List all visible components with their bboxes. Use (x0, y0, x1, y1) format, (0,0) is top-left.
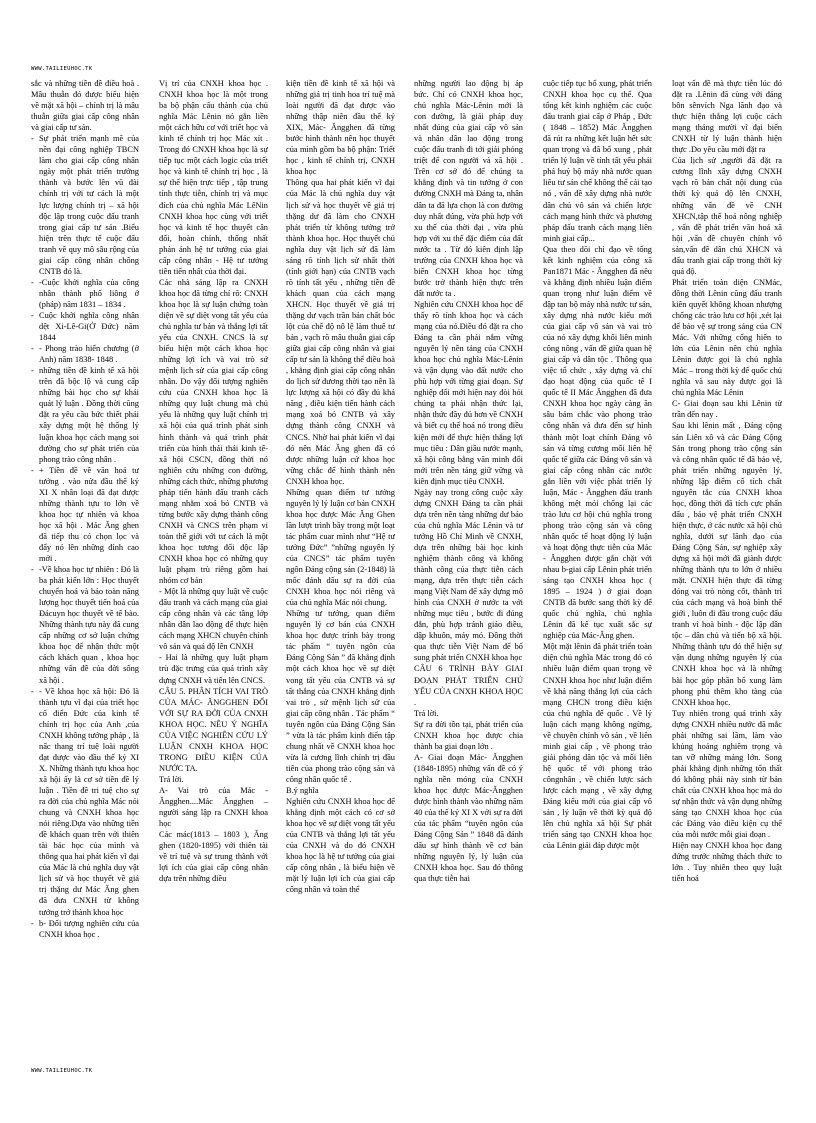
bullet-marker: - (31, 918, 34, 928)
paragraph: sắc và những tiền đề điều hoà . Mâu thuẫn đó được biểu hiện về mặt xã hội – chính trị là mâu thuẫn giữa giai cấp công nhân và giai cấp tư sản. (31, 79, 139, 133)
bullet-paragraph (31, 564, 139, 686)
text-column-4 (414, 78, 523, 1053)
paragraph: Phát triển toàn diện CNMác, đồng thời Lênin cũng đấu tranh kiên quyết không khoan nhượng chống các trào lưu cơ hội ,xét lại để bảo vệ sự trong sáng của CN Mác. Với những cống hiến to lớn của Lênin nên chủ nghĩa Lênin được gọi là chủ nghĩa Mác – trong thời kỳ đế quốc chủ nghĩa và sau này được gọi là chủ nghĩa Mác Lênin (672, 277, 782, 398)
paragraph: Những tư tưởng, quan điểm nguyên lý cơ bản của CNXH khoa học được trình bày trong tác phẩm “ tuyên ngôn của Đảng Cộng Sản ” đã khẳng định một cách khoa học về sự diệt vong tất yếu của CNTB và sự tất thắng của CNXH khẳng định vai trò , sứ mệnh lịch sử của giai cấp công nhân . Tác phẩm “ tuyên ngôn của Đảng Cộng Sản ” vừa là tác phẩm kinh điển tập chung nhất về CNXH khoa học vừa là cương lĩnh chính trị đầu tiên của phong trào cộng sản và công nhân quốc tế . (286, 609, 395, 784)
bullet-marker: - (31, 344, 34, 354)
bullet-marker: - (31, 565, 34, 575)
paragraph: Các nhà sáng lập ra CNXH khoa học đã từng chỉ rõ: CNXH khoa học là sự luận chứng toàn diện về sự diệt vong tất yếu của chủ nghĩa tư bản và thắng lợi tất yếu của CNXH. CNCS là sự biểu hiện một cách khoa học những lợi ích và vai trò sứ mệnh lịch sử của giai cấp công nhân. Do vậy đối tượng nghiên cứu của CNXH khoa học là những quy luật chung mà chủ yếu là những quy luật chính trị xã hội của quá trình phát sinh hình thành và quá trình phát triển của hình thái thái kinh tế- xã hội CSCN, đồng thời nó nghiên cứu những con đường, những cách thức, những phương pháp tiến hành đấu tranh cách mạng nhằm xoá bỏ CNTB và từng bước xây dựng thành công CNXH và CNCS trên phạm vi toàn thế giới với tư cách là một khoa học tương đối độc lập CNXH khoa học có những quy luật phạm trù riêng gồm hai nhóm cơ bản (159, 277, 268, 586)
paragraph: Sau khi lênin mất , Đảng cộng sản Liên xô và các Đảng Cộng Sản trong phong trào cộng sản và công nhân quốc tế đã bảo vệ, phát triển những nguyên lý, những lập điểm cố tích chất nguyên tắc của CNXH khoa học, đồng thời đã tích cực phấn đấu , bảo vệ phát triển CNXH hiện thực, ở các nước xã hội chủ nghĩa, dưới sự lãnh đạo của Đảng Cộng Sản, sự nghiệp xây dựng xã hội mới đã giành được những thành tựu to lớn ở nhiều mặt. CNXH hiện thực đã từng đóng vai trò nòng cốt, thành trì của cách mạng và hoà bình thế giới , luôn đi đầu trong cuộc đấu tranh vì hoà bình - độc lập dân tộc – dân chủ và tiến bộ xã hội. Những thành tựu đó thể hiện sự vận dụng những nguyên lý của CNXH khoa học và là những bài học góp phần bổ xung làm phong phú thêm kho tàng của CNXH khoa học. (672, 421, 782, 707)
paragraph: cuộc tiếp tục bổ xung, phát triển CNXH khoa học cụ thể. Qua tổng kết kinh nghiệm các cuộc đấu tranh giai cấp ở Pháp , Đức ( 1848 – 1852) Mác Ăngghen đã rút ra những kết luận hết sức quan trọng và đã bổ xung , phát triển lý luận về tính tất yếu phải phá huỷ bộ máy nhà nước quan liêu tư sản chế không thể cải tạo nó , vấn đề xây dựng nhà nước dân chủ vô sản và chiến lược cách mạng hình thức và phương pháp đấu tranh cách mạng liên minh giai cấp... (543, 79, 652, 243)
bullet-marker: - (31, 366, 34, 376)
paragraph: Của lịch sử ,người đã đặt ra cương lĩnh xây dựng CNXH vạch rõ bản chất nội dung của thời kỳ quá độ lên CNXH, những vấn đề về CNH XHCN,tập thể hoá nông nghiệp , vấn đề phát triển văn hoá xã hội ,vấn đề chuyên chính vô sản,vấn đề dân chủ XHCN và đấu tranh giai cấp trong thời kỳ quá độ. (672, 156, 782, 276)
text-column-6 (672, 78, 782, 1053)
bullet-paragraph (31, 133, 139, 277)
page-header-watermark: WWW.TAILIEUHOC.TK (31, 66, 93, 72)
paragraph-text: những tiền đề kinh tế xã hội trên đã bộc lộ và cung cấp những bài học cho sự khái quát lý luận . Đồng thời cũng đặt ra yêu cầu bức thiết phải xây dựng một hệ thống lý luận khoa học cách mạng soi đường cho sự phát triển của phong trào công nhân . (39, 366, 139, 464)
paragraph: Các mác(1813 – 1803 ), Ăng ghen (1820-1895) với thiên tài về trí tuệ và sự trung thành với lợi ích của giai cấp công nhân dựa trên những điều (159, 830, 268, 884)
paragraph: Thông qua hai phát kiến vĩ đại của Mác là chủ nghĩa duy vật lịch sử và học thuyết về giá trị thặng dư đã làm cho CNXH phát triển từ không tưởng trở thành khoa học. Học thuyết chủ nghĩa duy vật lịch sử đã làm sáng rõ tính lịch sử nhất thời (tính giới hạn) của CNTB vạch rõ tính tất yếu , những tiền đề khách quan của cách mạng XHCN. Học thuyết về giá trị thặng dư vạch trần bản chất bóc lột của chế độ nô lệ làm thuê tư bản , vạch rõ mâu thuẫn giai cấp giữa giai cấp công nhân và giai cấp tư sản là không thể điều hoà , khẳng định giai cấp công nhân do lịch sử đương thời tạo nên là lực lượng xã hội có đầy đủ khả năng , điều kiện tiến hành cách mạng xoá bỏ CNTB và xây dựng thành công CNXH và CNCS. Nhờ hai phát kiến vĩ đại đó nên Mác Ăng ghen đã có được những luận cứ khoa học vững chắc để hình thành nên CNXH khoa học. (286, 178, 395, 486)
paragraph: Sự ra đời tồn tại, phát triển của CNXH khoa học được chia thành ba giai đoạn lớn . (414, 719, 523, 751)
paragraph: A- Giai đoạn Mác- Ăngghen (1848-1895) những vấn đề có ý nghĩa nền móng của CNXH khoa học được Mác-Ăngghen được hình thành vào những năm 40 của thế kỷ XI X với sự ra đời của tác phẩm “tuyên ngôn của Đảng Cộng Sản ” 1848 đã đánh dấu sự hình thành về cơ bản những nguyên lý, lý luận của CNXH khoa học. Sau đó thông qua thực tiễn hai (414, 752, 523, 884)
paragraph: CÂU 5. PHÂN TÍCH VAI TRÒ CỦA MÁC- ĂNGGHEN ĐỐI VỚI SỰ RA ĐỜI CỦA CNXH KHOA HỌC. NÊU Ý NGHĨA CỦA VIỆC NGHIÊN CỨU LÝ LUẬN CNXH KHOA HỌC TRONG ĐIỀU KIỆN CỦA NƯỚC TA. (159, 686, 268, 773)
paragraph: - Hai là những quy luật phạm trù đặc trưng của quá trình xây dựng CNXH và tiến lên CNCS. (159, 653, 268, 685)
paragraph: kiện tiền đề kinh tế xã hội và những giá trị tinh hoa trí tuệ mà loài người đã đạt được vào những thập niên đầu thế kỷ XIX, Mác- Ăngghen đã từng bước hình thành nên học thuyết của mình gồm ba bộ phận: Triết học , kinh tế chính trị, CNXH khoa học (286, 79, 395, 177)
paragraph-text: - Phong trào hiến chương (ở Anh) năm 1838- 1848 . (39, 344, 139, 365)
paragraph-text: + Tiền đề về văn hoá tư tưởng . vào nửa đầu thế kỷ XI X nhân loại đã đạt được những thành tựu to lớn về khoa học tự nhiên và khoa học xã hội . Mác Ăng ghen đã tiếp thu có chọn lọc và đẩy nó lên những đỉnh cao mới . (39, 465, 139, 564)
bullet-marker: - (31, 134, 34, 144)
paragraph: B.ý nghĩa (286, 786, 319, 795)
bullet-paragraph (31, 686, 139, 918)
paragraph: Những quan điểm tư tưởng nguyên lý lý luận cơ bản CNXH khoa học được Mác Ăng Ghen lần lượt trình bầy trong một loạt tác phẩm cuar mình như “Hệ tư tưởng Đức” ”những nguyên lý của CNCS” tác phẩm tuyên ngôn Đảng cộng sản (2-1848) là mốc đánh dấu sự ra đời của CNXH khoa học nói riêng và của chủ nghĩa Mác nói chung. (286, 487, 395, 608)
paragraph-text: Cuộc khởi nghĩa công nhân dệt Xi-Lê-Gi(Ở Đức) năm 1844 (39, 310, 139, 343)
bullet-marker: - (31, 465, 34, 475)
paragraph-text: -Cuộc khởi nghĩa của công nhân thành phố liông ở (pháp) năm 1831 – 1834 . (39, 277, 139, 309)
bullet-paragraph (31, 277, 139, 310)
paragraph-text: b- Đối tượng nghiên cứu của CNXH khoa học . (39, 918, 139, 939)
paragraph-text: - Về khoa học xã hội: Đó là thành tựu vĩ đại của triết học cổ điển Đức của kinh tế chính trị học của Anh ,của CNXH không tưởng pháp , là nấc thang trí tuệ loài người đạt được vào đầu thế kỷ XI X. Những thành tựu khoa học xã hội ấy là cơ sở tiền đề lý luận . Tiền đề tri tuệ cho sự ra đời của chủ nghĩa Mác nói chung và CNXH khoa học nói riêng.Dựa vào những tiền đề khách quan trên với thiên tài bác học của mình và thông qua hai phát kiến vĩ đại của Mác là chủ nghĩa duy vật lịch sử và học thuyết về giá trị thặng dư Mác Ăng ghen đã đưa CNXH từ không tưởng trở thành khoa học (39, 686, 139, 917)
bullet-paragraph (31, 343, 139, 365)
paragraph: Nghiên cứu CNXH khoa học để thấy rõ tính khoa học và cách mạng của nó.Điều đó đặt ra cho Đảng ta cần phải nắm vững nguyên lý nền tảng của CNXH khoa học chủ nghĩa Mác-Lênin và vận dụng vào đất nước cho phù hợp với từng giai đoạn. Sự nghiệp đổi mới hiện nay đòi hỏi chúng ta phải nhận thức lại, nhận thức đầy đủ hơn về CNXH và biết cụ thể hoá nó trong điều kiện mới để thực hiện thắng lợi mục tiêu : Dân giầu nước mạnh, xã hội công bằng văn minh đổi mới trên nền tảng giữ vững và kiên định mục tiêu CNXH. (414, 299, 523, 486)
bullet-paragraph (31, 465, 139, 564)
paragraph: Ngày nay trong công cuộc xây dựng CNXH Đảng ta cần phải dựa trên nền tảng những dư báo của chủ nghĩa Mác Lênin và tư tưởng Hồ Chí Minh về CNXH, dựa trên những bài học kinh nghiệm thành công và không thành công của thực tiễn cách mạng, dựa trên thực tiễn cách mạng Việt Nam để xây dựng mô hình của CNXH ở nước ta với những mục tiêu , bước đi đúng đắn, phù hợp tránh giáo điều, dập khuôn, máy mó. Đồng thời qua thực tiễn Việt Nam để bổ sung phát triển CNXH khoa học (414, 487, 523, 663)
paragraph: Vị trí của CNXH khoa học . CNXH khoa học là một trong ba bộ phận cấu thành của chủ nghĩa Mác Lênin nó gắn liền một cách hữu cơ với triết học và kinh tế chính trị học Mác xít . Trong đó CNXH khoa học là sự tiếp tục một cách logic của triết học và kinh tế chính trị học , là sự thể hiện trực tiếp , tập trung tính thực tiễn, chính trị và mục đích của chủ nghĩa Mác LêNin CNXH khoa học cùng với triết học và kinh tế học thuyết cân đối, hoàn chỉnh, thống nhất phản ánh hệ tư tưởng của giai cấp công nhân - Hệ tư tưởng tiên tiến nhất của thời đại. (159, 79, 268, 276)
text-column-1 (31, 78, 139, 1053)
text-column-5 (543, 78, 652, 1053)
paragraph: A- Vai trò của Mác - Ăngghen....Mác Ăngghen – người sáng lập ra CNXH khoa học (159, 786, 268, 829)
paragraph: C- Giai đoạn sau khi Lênin từ trần đến nay . (672, 399, 782, 420)
text-column-3 (286, 78, 395, 1053)
paragraph-text: -Về khoa học tự nhiên : Đó là ba phát kiến lớn : Học thuyết chuyển hoá và bảo toàn năng lượng học thuyết tiến hoá của Đácuyn học thuyết về tế bào. Những thành tựu này đã cung cấp những cơ sở luận chứng khoa học để nhận thức một cách khách quan , khoa học những vấn đề của đời sống xã hội . (39, 565, 139, 685)
paragraph: CÂU 6 TRÌNH BÀY GIAI ĐOẠN PHÁT TRIỂN CHỦ YẾU CỦA CNXH KHOA HỌC . (414, 664, 523, 707)
paragraph: - Một là những quy luật về cuộc đấu tranh và cách mạng của giai cấp công nhân và các tầng lớp nhân dân lao động để thực hiện cách mạng XHCN chuyên chính vô sản và quá độ lên CNXH (159, 587, 268, 652)
paragraph: Tuy nhiên trong quá trình xây dựng CNXH nhiều nước đã mắc phải những sai lầm, làm vào khủng hoảng nghiêm trọng và tan vỡ những mảng lớn. Song phải khẳng định những tổn thất đó không phải này sinh từ bản chất của CNXH khoa học mà do sự nhận thức và vận dụng những sáng tạo CNXH khoa học của các Đảng vào điều kiện cụ thể của mỗi nước mỗi giai đoạn . (672, 708, 782, 840)
paragraph: Nghiên cứu CNXH khoa học để khẳng định một cách có cơ sở khoa học về sự diệt vong tất yếu của CNTB và thắng lợi tất yếu của CNXH và do đó CNXH khoa học là hệ tư tưởng của giai cấp công nhân , là biểu hiện về mặt lý luận lợi ích của giai cấp công nhân và toàn thể (286, 797, 395, 895)
bullet-marker: - (31, 310, 34, 320)
paragraph: những người lao động bị áp bức. Chỉ có CNXH khoa học, chủ nghĩa Mác-Lênin mới là con đường, là giải pháp duy nhất đúng của giai cấp vô sản và nhân dân lao động trong cuộc đấu tranh đi tới giải phóng triệt để con người và xã hội . Trên cơ sở đó để chúng ta khẳng định và tin tưởng ở con đường CNXH mà Đảng ta, nhân dân ta đã lựa chọn là con đường duy nhất đúng, vừa phù hợp với xu thế của thời đại , vừa phù hợp với xu thế đặc điểm của đất nước ta . Từ đó kiên định lập trường của CNXH khoa học và biến CNXH khoa học từng bước trở thành hiện thực trên đất nước ta . (414, 79, 523, 298)
paragraph-text: Sự phát triển mạnh mẽ của nền đại công nghiệp TBCN làm cho giai cấp công nhân ngày một phát triển trưởng thành và bước lên vũ đài chính trị với tư cách là một lực lượng chính trị – xã hội độc lập trong cuộc đấu tranh trong giai cấp tư sản .Biểu hiện trên thực tế cuộc đấu tranh về quy mô sâu rộng của giai cấp công nhân chống CNTB đó là. (39, 134, 139, 276)
bullet-marker: - (31, 277, 34, 287)
text-column-2 (159, 78, 268, 1053)
paragraph: Trả lời. (414, 708, 439, 718)
paragraph: Một mặt lênin đã phát triển toàn diện chủ nghĩa Mác trong đó có nhiều luận điểm quan trọng về CNXH khoa học như luận điểm về khả năng thắng lợi của cách mạng CHCN trong điều kiện của chủ nghĩa đế quốc . Về lý luận cách mạng không ngừng, về chuyên chính vô sản , về liên minh giai cấp , về phong trào giải phóng dân tộc và mối liên hệ quốc tế với phong trào côngnhân , về chiến lược sách lược cách mạng , về xây dựng Đảng kiểu mới của giai cấp vô sản , lý luận về thời kỳ quá độ lên chủ nghĩa xã hội Sự phát triển sáng tạo CNXH khoa học của Lênin giải đáp được một (543, 642, 652, 851)
bullet-paragraph (31, 918, 139, 940)
paragraph: loạt vấn đề mà thực tiễn lúc đó đặt ra .Lênin đã cùng với đảng bôn sênvích Nga lãnh đạo và thực hiện thắng lợi cuộc cách mạng tháng mười vĩ đại biến CNXH từ lý luận thành hiện thực .Do yêu cầu mới đặt ra (672, 79, 782, 155)
paragraph: Qua theo dõi chỉ đạo về tổng kết kinh nghiệm của công xã Pan1871 Mác - Ăngghen đã nêu và khẳng định nhiều luận điểm quan trọng như luận điểm về đập tan bộ máy nhà nước tư sản, xây dựng nhà nước kiểu mới của giai cấp vô sản và vai trò của nó xây dựng khối liên minh công nông , vấn đề giữa quan hệ giai cấp và dân tộc . Thông qua việc tổ chức , xây dựng và chỉ đạo hoạt động của quốc tế I quốc tế II Mác Ăngghen đã đưa CNXH khoa học ngày càng ăn sâu bám chắc vào phong trào công nhân và đưa đến sự hình thành một loạt chính Đảng vô sản và từng cương mối liên hệ quốc tế giữa các Đảng vô sản và giai cấp công nhân các nước gắn liền với việc phát triển lý luận, Mác - Ăngghen đấu tranh không mệt mỏi chống lại các trào lưu cơ hội chủ nghĩa trong phong trào cộng sản và công nhân quốc tế hoạt động lý luận và hoạt động thực tiễn của Mác - Ăngghen được gắn chặt với nhau b-giai cấp Lênin phát triển sáng tạo CNXH khoa học ( 1895 – 1924 ) ở giai đoạn CNTB đã bước sang thời kỳ đế quốc chủ nghĩa, chủ nghĩa Lênin đã kế tục xuất sắc sự nghiệp của Mác-Ăng ghen. (543, 244, 652, 641)
paragraph: Trả lời. (159, 774, 184, 784)
paragraph: Hiện nay CNXH khoa học đang đứng trước những thách thức to lớn . Tuy nhiên theo quy luật tiến hoá (672, 841, 782, 884)
bullet-marker: - (31, 686, 34, 696)
bullet-paragraph (31, 310, 139, 343)
page-footer-watermark: WWW.TAILIEUHOC.TK (31, 1068, 93, 1074)
bullet-paragraph (31, 365, 139, 464)
